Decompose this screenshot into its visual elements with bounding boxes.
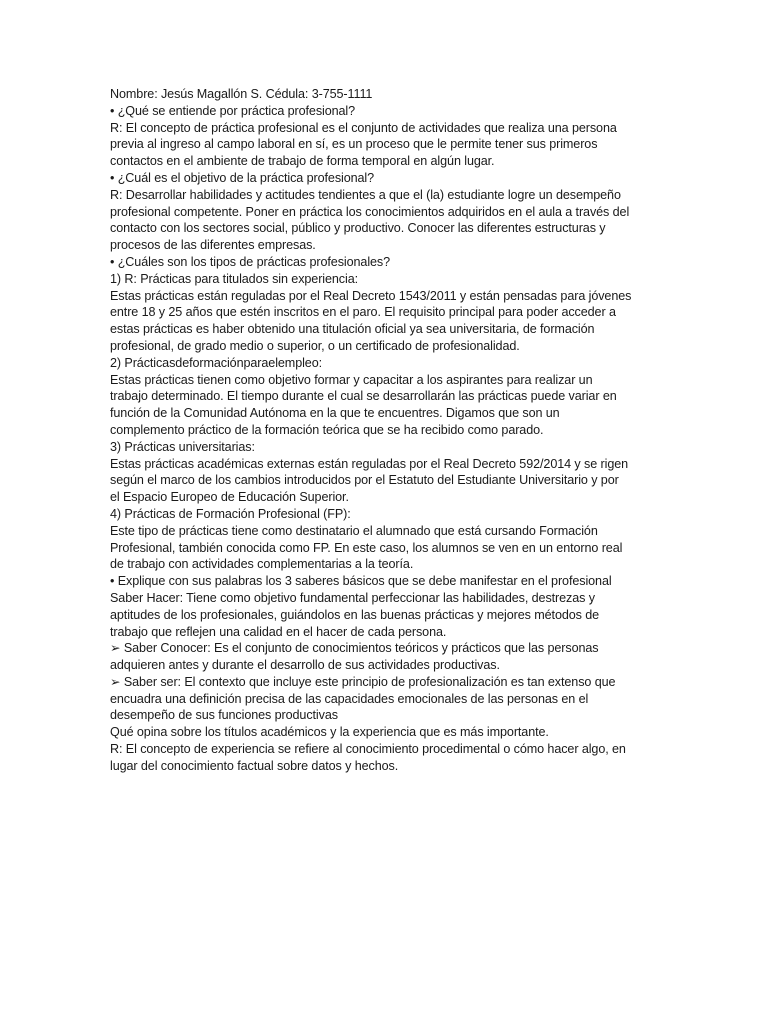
- question-5: Qué opina sobre los títulos académicos y la experiencia que es más importante.: [110, 725, 549, 740]
- text-line: previa al ingreso al campo laboral en sí, es un proceso que le permite tener sus primeros: [110, 137, 598, 152]
- text-line: de trabajo con actividades complementarias a la teoría.: [110, 557, 414, 572]
- question-2: • ¿Cuál es el objetivo de la práctica profesional?: [110, 170, 375, 185]
- text-line: función de la Comunidad Autónoma en la que te encuentres. Digamos que son un: [110, 406, 560, 421]
- text-line: estas prácticas es haber obtenido una titulación oficial ya sea universitaria, de formación: [110, 322, 595, 337]
- question-4: • Explique con sus palabras los 3 saberes básicos que se debe manifestar en el profesional: [110, 574, 612, 589]
- text-line: complemento práctico de la formación teórica que se ha recibido como parado.: [110, 422, 544, 437]
- text-line: el Espacio Europeo de Educación Superior.: [110, 490, 349, 505]
- text-line: Estas prácticas tienen como objetivo formar y capacitar a los aspirantes para realizar un: [110, 372, 593, 387]
- header-line: Nombre: Jesús Magallón S. Cédula: 3-755-1111: [110, 87, 373, 101]
- text-line: encuadra una definición precisa de las capacidades emocionales de las personas en el: [110, 691, 589, 706]
- text-line: profesional competente. Poner en práctica los conocimientos adquiridos en el aula a través del: [110, 204, 630, 219]
- text-line: aptitudes de los profesionales, guiándolos en las buenas prácticas y mejores métodos de: [110, 607, 600, 622]
- text-line: procesos de las diferentes empresas.: [110, 238, 316, 253]
- text-line: contacto con los sectores social, público y productivo. Conocer las diferentes estructuras y: [110, 221, 606, 236]
- text-line: Estas prácticas académicas externas están reguladas por el Real Decreto 592/2014 y se rigen: [110, 456, 629, 471]
- text-line: trabajo determinado. El tiempo durante el cual se desarrollarán las prácticas puede variar en: [110, 389, 617, 404]
- subheading: 2) Prácticasdeformaciónparaelempleo:: [110, 355, 323, 370]
- subheading: 4) Prácticas de Formación Profesional (FP):: [110, 506, 351, 521]
- text-line: desempeño de sus funciones productivas: [110, 708, 338, 723]
- text-line: lugar del conocimiento factual sobre datos y hechos.: [110, 758, 399, 773]
- text-line: Profesional, también conocida como FP. En este caso, los alumnos se ven en un entorno real: [110, 540, 623, 555]
- text-line: según el marco de los cambios introducidos por el Estatuto del Estudiante Universitario y por: [110, 473, 619, 488]
- text-line: R: Desarrollar habilidades y actitudes tendientes a que el (la) estudiante logre un desempeño: [110, 187, 621, 202]
- text-line: ➢ Saber Conocer: Es el conjunto de conocimientos teóricos y prácticos que las personas: [110, 641, 599, 656]
- text-line: contactos en el ambiente de trabajo de forma temporal en algún lugar.: [110, 154, 495, 169]
- text-line: trabajo que reflejen una calidad en el hacer de cada persona.: [110, 624, 447, 639]
- text-line: R: El concepto de experiencia se refiere al conocimiento procedimental o cómo hacer algo, en: [110, 742, 626, 757]
- text-line: profesional, de grado medio o superior, o un certificado de profesionalidad.: [110, 338, 520, 353]
- text-line: Estas prácticas están reguladas por el Real Decreto 1543/2011 y están pensadas para jóvenes: [110, 288, 632, 303]
- text-line: adquieren antes y durante el desarrollo de sus actividades productivas.: [110, 658, 500, 673]
- text-line: R: El concepto de práctica profesional es el conjunto de actividades que realiza una persona: [110, 120, 617, 135]
- text-line: Este tipo de prácticas tiene como destinatario el alumnado que está cursando Formación: [110, 523, 598, 538]
- subheading: 3) Prácticas universitarias:: [110, 439, 255, 454]
- question-1: • ¿Qué se entiende por práctica profesional?: [110, 103, 356, 118]
- document-body: [110, 86, 670, 775]
- text-line: entre 18 y 25 años que estén inscritos en el paro. El requisito principal para poder acceder a: [110, 305, 616, 320]
- subheading: 1) R: Prácticas para titulados sin experiencia:: [110, 271, 358, 286]
- text-line: Saber Hacer: Tiene como objetivo fundamental perfeccionar las habilidades, destrezas y: [110, 590, 595, 605]
- text-line: ➢ Saber ser: El contexto que incluye este principio de profesionalización es tan extenso que: [110, 674, 616, 689]
- question-3: • ¿Cuáles son los tipos de prácticas profesionales?: [110, 254, 391, 269]
